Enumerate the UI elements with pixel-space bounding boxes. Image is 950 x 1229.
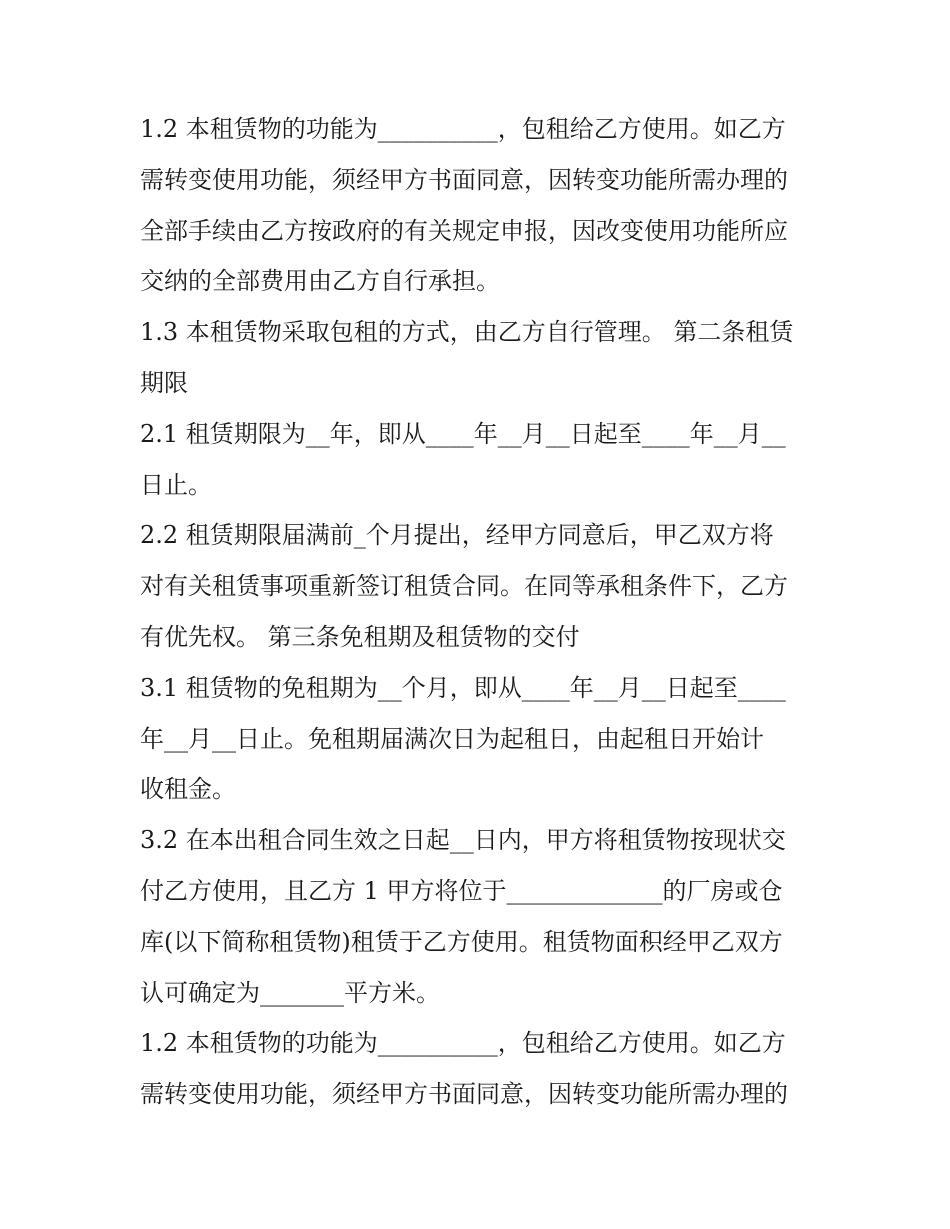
text-line: 日止。 xyxy=(140,470,212,499)
text-line: 有优先权。 第三条免租期及租赁物的交付 xyxy=(140,622,580,651)
text-line: 期限 xyxy=(140,368,188,397)
text-line: 付乙方使用，且乙方 1 甲方将位于_____________的厂房或仓 xyxy=(140,876,783,905)
text-line: 3.1 租赁物的免租期为__个月，即从____年__月__日起至____ xyxy=(140,673,786,702)
text-line: 1.2 本租赁物的功能为__________，包租给乙方使用。如乙方 xyxy=(140,115,786,143)
text-line: 对有关租赁事项重新签订租赁合同。在同等承租条件下，乙方 xyxy=(140,572,788,601)
text-line: 收租金。 xyxy=(140,775,236,804)
document-body xyxy=(140,104,812,1120)
text-line: 2.2 租赁期限届满前_个月提出，经甲方同意后，甲乙双方将 xyxy=(140,521,774,550)
text-line: 年__月__日止。免租期届满次日为起租日，由起租日开始计 xyxy=(140,724,764,753)
text-line: 全部手续由乙方按政府的有关规定申报，因改变使用功能所应 xyxy=(140,216,788,245)
text-line: 1.3 本租赁物采取包租的方式，由乙方自行管理。 第二条租赁 xyxy=(140,318,794,347)
text-line: 需转变使用功能，须经甲方书面同意，因转变功能所需办理的 xyxy=(140,1080,788,1109)
text-line: 1.2 本租赁物的功能为__________，包租给乙方使用。如乙方 xyxy=(140,1029,786,1058)
text-line: 交纳的全部费用由乙方自行承担。 xyxy=(140,267,500,296)
text-line: 认可确定为_______平方米。 xyxy=(140,978,440,1007)
text-line: 2.1 租赁期限为__年，即从____年__月__日起至____年__月__ xyxy=(140,419,786,448)
text-line: 3.2 在本出租合同生效之日起__日内，甲方将租赁物按现状交 xyxy=(140,826,786,855)
text-line: 需转变使用功能，须经甲方书面同意，因转变功能所需办理的 xyxy=(140,165,788,194)
text-line: 库(以下简称租赁物)租赁于乙方使用。租赁物面积经甲乙双方 xyxy=(140,927,783,956)
